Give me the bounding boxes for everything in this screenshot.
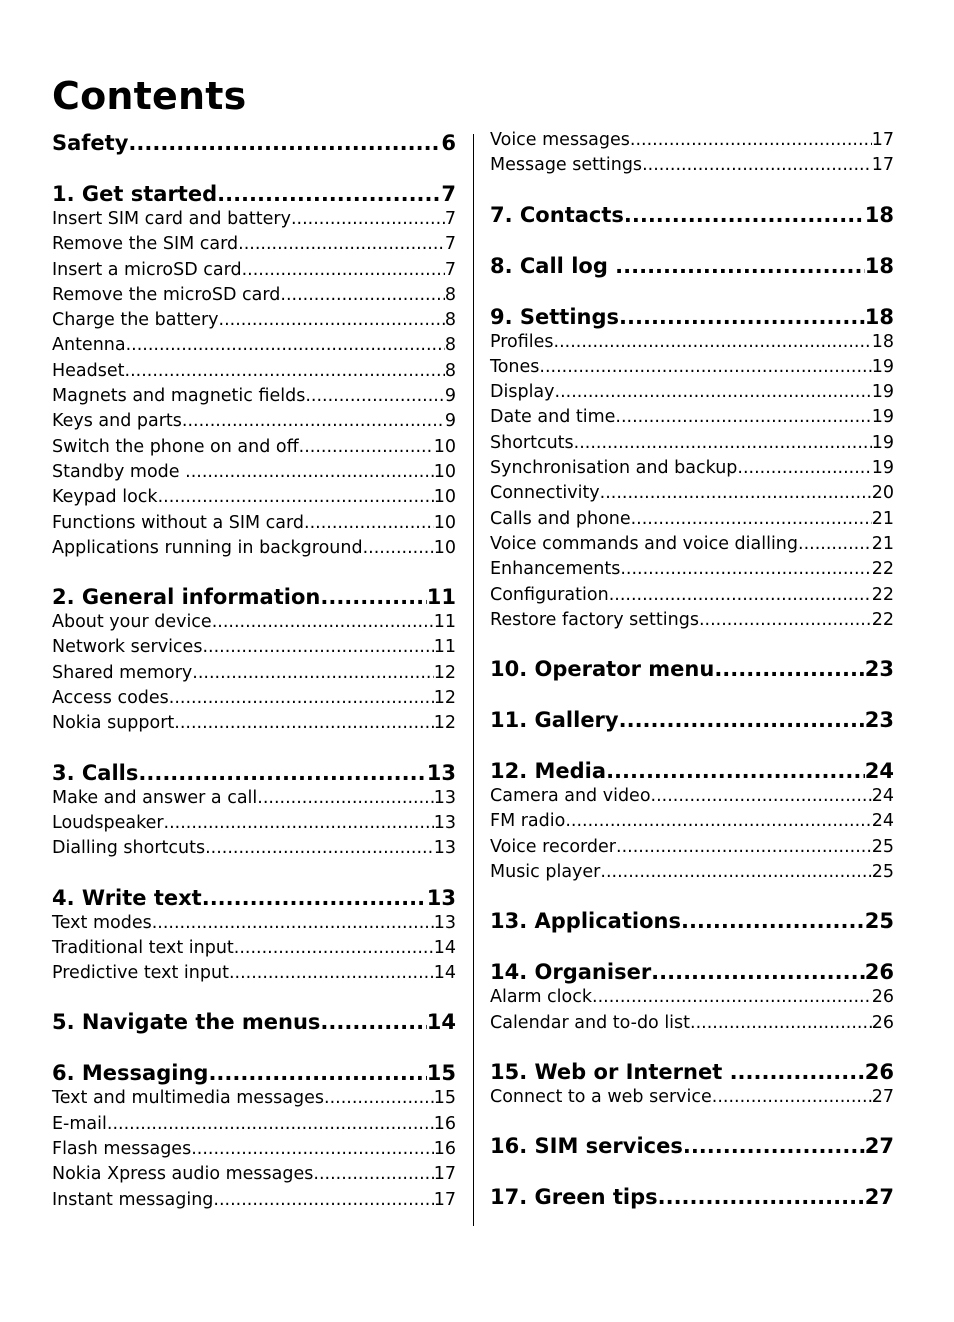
toc-entry-title: Traditional text input <box>52 937 234 958</box>
toc-section-entry[interactable] <box>52 1086 456 1111</box>
toc-dot-leader <box>313 1162 433 1187</box>
toc-dot-leader <box>202 635 433 660</box>
toc-page-number: 18 <box>864 202 894 227</box>
toc-page-number: 25 <box>871 862 894 883</box>
toc-section-entry[interactable] <box>490 507 894 532</box>
toc-section-entry[interactable] <box>490 583 894 608</box>
toc-dot-leader <box>299 435 434 460</box>
toc-dot-leader <box>600 860 871 885</box>
toc-chapter-entry[interactable] <box>52 582 456 612</box>
toc-dot-leader <box>631 507 872 532</box>
toc-entry-title: Access codes <box>52 688 169 709</box>
toc-entry-title: Shortcuts <box>490 432 574 453</box>
toc-entry-title: 3. Calls <box>52 760 139 785</box>
toc-section-entry[interactable] <box>52 409 456 434</box>
toc-dot-leader <box>304 511 434 536</box>
toc-dot-leader <box>730 1057 865 1087</box>
toc-section-entry[interactable] <box>52 207 456 232</box>
toc-dot-leader <box>554 330 872 355</box>
toc-dot-leader <box>242 258 445 283</box>
toc-page-number: 19 <box>871 432 894 453</box>
toc-chapter-entry[interactable] <box>490 654 894 684</box>
toc-dot-leader <box>642 153 872 178</box>
toc-page-number: 17 <box>433 1164 456 1185</box>
toc-entry-title: Remove the SIM card <box>52 234 239 255</box>
toc-dot-leader <box>320 1007 426 1037</box>
toc-section-entry[interactable] <box>52 811 456 836</box>
toc-chapter-entry[interactable] <box>490 756 894 786</box>
toc-page-number: 14 <box>433 937 456 958</box>
toc-dot-leader <box>714 654 864 684</box>
toc-page-number: 27 <box>864 1185 894 1210</box>
toc-dot-leader <box>574 431 872 456</box>
toc-page-number: 6 <box>441 131 456 155</box>
toc-dot-leader <box>213 1188 433 1213</box>
toc-section-entry[interactable] <box>490 809 894 834</box>
toc-chapter-entry[interactable] <box>490 705 894 735</box>
toc-entry-title: 7. Contacts <box>490 202 624 227</box>
toc-chapter-entry[interactable] <box>52 179 456 209</box>
toc-entry-title: Loudspeaker <box>52 812 164 833</box>
toc-chapter-entry[interactable] <box>52 758 456 788</box>
toc-chapter-entry[interactable] <box>52 1058 456 1088</box>
toc-dot-leader <box>600 481 872 506</box>
toc-dot-leader <box>126 333 445 358</box>
toc-page-number: 25 <box>871 836 894 857</box>
toc-page-number: 21 <box>871 508 894 529</box>
toc-dot-leader <box>164 811 434 836</box>
toc-entry-title: Flash messages <box>52 1139 192 1160</box>
toc-page-number: 21 <box>871 533 894 554</box>
toc-entry-title: Functions without a SIM card <box>52 512 305 533</box>
toc-entry-title: 6. Messaging <box>52 1061 209 1086</box>
toc-section-entry[interactable] <box>52 384 456 409</box>
toc-entry-title: Charge the battery <box>52 310 219 331</box>
toc-chapter-entry[interactable] <box>490 1057 894 1087</box>
toc-section-entry[interactable] <box>490 456 894 481</box>
toc-page-number: 12 <box>433 713 456 734</box>
toc-dot-leader <box>158 485 434 510</box>
toc-entry-title: Display <box>490 382 555 403</box>
toc-entry-title: 9. Settings <box>490 304 620 329</box>
toc-page-number: 22 <box>871 609 894 630</box>
toc-entry-title: Calls and phone <box>490 508 631 529</box>
toc-page-number: 17 <box>871 155 894 176</box>
toc-section-entry[interactable] <box>490 330 894 355</box>
toc-entry-title: Camera and video <box>490 786 651 807</box>
toc-page-number: 19 <box>871 356 894 377</box>
toc-chapter-entry[interactable] <box>490 1131 894 1161</box>
toc-section-entry[interactable] <box>490 860 894 885</box>
toc-page-number: 8 <box>444 284 456 305</box>
toc-dot-leader <box>798 532 872 557</box>
toc-chapter-entry[interactable] <box>490 906 894 936</box>
toc-entry-title: 17. Green tips <box>490 1185 658 1210</box>
toc-entry-title: 16. SIM services <box>490 1134 683 1159</box>
toc-chapter-entry[interactable] <box>490 957 894 987</box>
toc-entry-title: 13. Applications <box>490 909 681 934</box>
toc-page-number: 11 <box>433 612 456 633</box>
toc-dot-leader <box>737 456 871 481</box>
toc-section-entry[interactable] <box>490 784 894 809</box>
toc-dot-leader <box>191 1137 434 1162</box>
toc-entry-title: Applications running in background <box>52 537 363 558</box>
toc-dot-leader <box>280 283 444 308</box>
toc-dot-leader <box>658 1182 865 1212</box>
toc-section-entry[interactable] <box>52 1112 456 1137</box>
toc-entry-title: Shared memory <box>52 662 193 683</box>
toc-entry-title: E-mail <box>52 1113 107 1134</box>
toc-section-entry[interactable] <box>52 836 456 861</box>
toc-section-entry[interactable] <box>490 608 894 633</box>
toc-entry-title: Dialling shortcuts <box>52 838 206 859</box>
toc-dot-leader <box>174 711 433 736</box>
toc-page-number: 8 <box>444 360 456 381</box>
toc-entry-title: 15. Web or Internet <box>490 1059 730 1084</box>
toc-page-number: 7 <box>444 259 456 280</box>
toc-page-number: 10 <box>433 512 456 533</box>
toc-section-entry[interactable] <box>52 686 456 711</box>
toc-page-number: 17 <box>433 1189 456 1210</box>
toc-page-number: 14 <box>433 963 456 984</box>
toc-entry-title: Predictive text input <box>52 963 229 984</box>
toc-page-number: 16 <box>433 1139 456 1160</box>
toc-dot-leader <box>651 957 865 987</box>
toc-dot-leader <box>609 583 872 608</box>
toc-entry-title: Alarm clock <box>490 987 593 1008</box>
toc-entry-title: Message settings <box>490 155 643 176</box>
toc-page-number: 24 <box>871 811 894 832</box>
toc-page-number: 26 <box>871 1012 894 1033</box>
toc-dot-leader <box>555 380 872 405</box>
toc-dot-leader <box>208 1058 426 1088</box>
toc-section-entry[interactable] <box>52 711 456 736</box>
toc-dot-leader <box>219 308 445 333</box>
toc-dot-leader <box>320 582 426 612</box>
toc-page-number: 22 <box>871 559 894 580</box>
toc-entry-title: Connectivity <box>490 483 600 504</box>
toc-dot-leader <box>138 758 426 788</box>
toc-entry-title: Enhancements <box>490 559 621 580</box>
toc-entry-title: Safety <box>52 131 129 155</box>
toc-section-entry[interactable] <box>490 153 894 178</box>
toc-section-entry[interactable] <box>52 1188 456 1213</box>
toc-section-entry[interactable] <box>490 835 894 860</box>
toc-page-number: 16 <box>433 1113 456 1134</box>
toc-dot-leader <box>681 906 865 936</box>
toc-page-number: 26 <box>864 1059 894 1084</box>
toc-dot-leader <box>257 786 433 811</box>
toc-dot-leader <box>592 985 872 1010</box>
toc-page-number: 12 <box>433 662 456 683</box>
toc-entry-title: Music player <box>490 862 601 883</box>
toc-section-entry[interactable] <box>490 380 894 405</box>
toc-page-number: 10 <box>433 537 456 558</box>
toc-entry-title: Date and time <box>490 407 616 428</box>
toc-section-entry[interactable] <box>52 786 456 811</box>
toc-section-entry[interactable] <box>490 128 894 153</box>
toc-section-entry[interactable] <box>52 1162 456 1187</box>
toc-chapter-entry[interactable] <box>490 1182 894 1212</box>
toc-dot-leader <box>238 232 445 257</box>
toc-dot-leader <box>565 809 871 834</box>
column-divider <box>473 134 474 1226</box>
toc-dot-leader <box>363 536 434 561</box>
toc-dot-leader <box>169 686 434 711</box>
toc-dot-leader <box>620 557 871 582</box>
toc-dot-leader <box>324 1086 434 1111</box>
toc-dot-leader <box>616 835 872 860</box>
toc-section-entry[interactable] <box>52 661 456 686</box>
toc-dot-leader <box>630 128 872 153</box>
toc-entry-title: Standby mode <box>52 461 186 482</box>
toc-entry-title: Network services <box>52 637 203 658</box>
toc-dot-leader <box>107 1112 434 1137</box>
toc-dot-leader <box>229 961 434 986</box>
toc-section-entry[interactable] <box>52 485 456 510</box>
toc-section-entry[interactable] <box>52 435 456 460</box>
toc-entry-title: 8. Call log <box>490 253 616 278</box>
toc-page-number: 10 <box>433 487 456 508</box>
toc-dot-leader <box>305 384 445 409</box>
toc-entry-title: 12. Media <box>490 759 607 784</box>
toc-page-number: 23 <box>864 657 894 682</box>
toc-page-number: 10 <box>433 461 456 482</box>
toc-entry-title: Instant messaging <box>52 1189 214 1210</box>
toc-section-entry[interactable] <box>490 431 894 456</box>
toc-section-entry[interactable] <box>52 460 456 485</box>
toc-entry-title: Text and multimedia messages <box>52 1088 325 1109</box>
toc-left-column <box>52 128 456 1213</box>
toc-dot-leader <box>699 608 872 633</box>
toc-page-number: 15 <box>426 1061 456 1086</box>
toc-dot-leader <box>185 460 434 485</box>
toc-page-number: 7 <box>444 209 456 229</box>
toc-dot-leader <box>128 128 441 158</box>
toc-page-number: 11 <box>433 637 456 658</box>
toc-entry-title: Keypad lock <box>52 487 158 508</box>
toc-page-number: 19 <box>871 458 894 479</box>
toc-entry-title: Voice messages <box>490 130 630 150</box>
toc-page-number: 9 <box>444 411 456 432</box>
toc-dot-leader <box>125 359 445 384</box>
toc-entry-title: Remove the microSD card <box>52 284 281 305</box>
toc-section-entry[interactable] <box>490 985 894 1010</box>
toc-section-entry[interactable] <box>52 911 456 936</box>
toc-entry-title: FM radio <box>490 811 566 832</box>
toc-entry-title: Text modes <box>52 912 152 933</box>
toc-section-entry[interactable] <box>52 232 456 257</box>
toc-entry-title: Tones <box>490 356 540 377</box>
toc-entry-title: Magnets and magnetic fields <box>52 386 306 407</box>
toc-entry-title: Antenna <box>52 335 126 356</box>
toc-page-number: 13 <box>433 787 456 808</box>
toc-dot-leader <box>606 756 865 786</box>
toc-entry-title: Nokia Xpress audio messages <box>52 1164 314 1185</box>
toc-page-number: 13 <box>426 885 456 910</box>
toc-page-number: 19 <box>871 382 894 403</box>
toc-page-number: 17 <box>871 130 894 150</box>
toc-dot-leader <box>539 355 871 380</box>
toc-dot-leader <box>192 661 433 686</box>
toc-page-number: 13 <box>426 760 456 785</box>
toc-dot-leader <box>619 705 865 735</box>
toc-entry-title: Profiles <box>490 331 554 352</box>
toc-dot-leader <box>683 1131 865 1161</box>
toc-entry-title: 14. Organiser <box>490 960 652 985</box>
toc-dot-leader <box>619 302 865 332</box>
toc-page-number: 26 <box>871 987 894 1008</box>
toc-entry-title: 5. Navigate the menus <box>52 1010 321 1035</box>
toc-page-number: 20 <box>871 483 894 504</box>
toc-entry-title: Voice recorder <box>490 836 616 857</box>
toc-page-number: 8 <box>444 310 456 331</box>
toc-entry-title: Insert SIM card and battery <box>52 209 291 229</box>
toc-chapter-entry[interactable] <box>52 883 456 913</box>
toc-chapter-entry[interactable] <box>52 128 456 158</box>
toc-dot-leader <box>234 936 434 961</box>
toc-section-entry[interactable] <box>52 961 456 986</box>
toc-section-entry[interactable] <box>52 283 456 308</box>
toc-section-entry[interactable] <box>490 557 894 582</box>
toc-dot-leader <box>651 784 872 809</box>
toc-entry-title: Insert a microSD card <box>52 259 242 280</box>
toc-page-number: 25 <box>864 909 894 934</box>
toc-section-entry[interactable] <box>490 1085 894 1110</box>
toc-page-number: 22 <box>871 584 894 605</box>
toc-section-entry[interactable] <box>490 532 894 557</box>
toc-entry-title: Restore factory settings <box>490 609 699 630</box>
toc-section-entry[interactable] <box>52 333 456 358</box>
toc-chapter-entry[interactable] <box>490 200 894 230</box>
page-title: Contents <box>52 74 247 118</box>
toc-entry-title: 10. Operator menu <box>490 657 715 682</box>
toc-section-entry[interactable] <box>490 355 894 380</box>
toc-page-number: 12 <box>433 688 456 709</box>
toc-page-number: 8 <box>444 335 456 356</box>
toc-entry-title: 4. Write text <box>52 885 202 910</box>
toc-page-number: 7 <box>441 182 456 206</box>
toc-page-number: 10 <box>433 436 456 457</box>
toc-page-number: 13 <box>433 812 456 833</box>
toc-page-number: 19 <box>871 407 894 428</box>
toc-section-entry[interactable] <box>52 536 456 561</box>
toc-dot-leader <box>182 409 445 434</box>
toc-page-number: 7 <box>444 234 456 255</box>
toc-dot-leader <box>291 207 445 232</box>
toc-page-number: 27 <box>864 1134 894 1159</box>
toc-page-number: 18 <box>864 304 894 329</box>
toc-dot-leader <box>212 610 434 635</box>
toc-section-entry[interactable] <box>52 359 456 384</box>
toc-section-entry[interactable] <box>52 936 456 961</box>
toc-chapter-entry[interactable] <box>490 302 894 332</box>
toc-page-number: 24 <box>864 759 894 784</box>
toc-entry-title: Switch the phone on and off <box>52 436 299 457</box>
toc-chapter-entry[interactable] <box>490 251 894 281</box>
toc-page-number: 18 <box>864 253 894 278</box>
toc-chapter-entry[interactable] <box>52 1007 456 1037</box>
toc-section-entry[interactable] <box>490 481 894 506</box>
toc-entry-title: 11. Gallery <box>490 708 619 733</box>
toc-dot-leader <box>690 1011 872 1036</box>
toc-dot-leader <box>217 179 441 209</box>
toc-dot-leader <box>615 405 871 430</box>
toc-page-number: 13 <box>433 838 456 859</box>
toc-section-entry[interactable] <box>52 610 456 635</box>
toc-section-entry[interactable] <box>52 258 456 283</box>
toc-entry-title: About your device <box>52 612 212 633</box>
toc-page-number: 23 <box>864 708 894 733</box>
toc-entry-title: Nokia support <box>52 713 175 734</box>
toc-section-entry[interactable] <box>52 308 456 333</box>
toc-entry-title: Headset <box>52 360 125 381</box>
toc-section-entry[interactable] <box>490 405 894 430</box>
toc-right-column <box>490 128 894 1212</box>
toc-dot-leader <box>615 251 865 281</box>
toc-page-number: 24 <box>871 786 894 807</box>
toc-page-number: 9 <box>444 386 456 407</box>
toc-entry-title: Synchronisation and backup <box>490 458 738 479</box>
toc-entry-title: Keys and parts <box>52 411 182 432</box>
toc-page-number: 18 <box>871 331 894 352</box>
toc-page-number: 27 <box>871 1086 894 1107</box>
toc-page-number: 26 <box>864 960 894 985</box>
toc-section-entry[interactable] <box>52 1137 456 1162</box>
toc-entry-title: 1. Get started <box>52 182 218 206</box>
toc-entry-title: Connect to a web service <box>490 1086 712 1107</box>
toc-page-number: 14 <box>426 1010 456 1035</box>
toc-entry-title: Make and answer a call <box>52 787 258 808</box>
toc-page-number: 15 <box>433 1088 456 1109</box>
toc-dot-leader <box>152 911 434 936</box>
toc-entry-title: Configuration <box>490 584 609 605</box>
toc-dot-leader <box>205 836 434 861</box>
toc-section-entry[interactable] <box>490 1011 894 1036</box>
toc-page-number: 11 <box>426 585 456 610</box>
toc-entry-title: Calendar and to-do list <box>490 1012 691 1033</box>
toc-entry-title: Voice commands and voice dialling <box>490 533 799 554</box>
toc-dot-leader <box>712 1085 872 1110</box>
toc-page-number: 13 <box>433 912 456 933</box>
toc-entry-title: 2. General information <box>52 585 321 610</box>
toc-dot-leader <box>624 200 865 230</box>
toc-section-entry[interactable] <box>52 511 456 536</box>
toc-dot-leader <box>202 883 427 913</box>
toc-section-entry[interactable] <box>52 635 456 660</box>
